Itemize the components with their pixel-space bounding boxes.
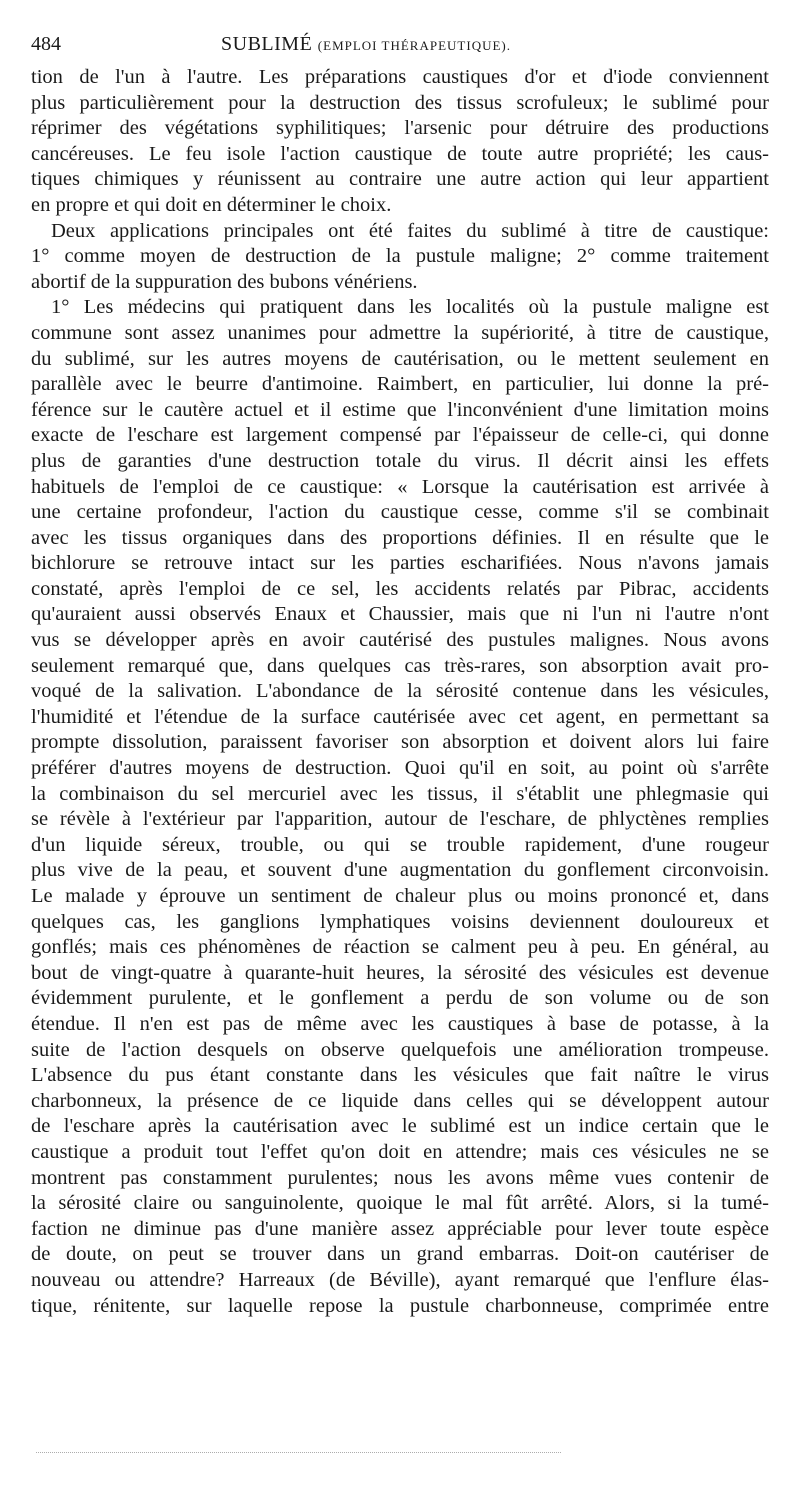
text-line: habituels de l'emploi de ce caustique: « Lorsque la cautérisation est arrivée à xyxy=(31,475,769,498)
page-number: 484 xyxy=(31,33,61,55)
text-line: une certaine profondeur, l'action du caustique cesse, comme s'il se combinait xyxy=(31,501,769,524)
text-line: réprimer des végétations syphilitiques; l'arsenic pour détruire des productions xyxy=(31,117,769,140)
text-line: voqué de la salivation. L'abondance de la sérosité contenue dans les vésicules, xyxy=(31,680,769,703)
text-line: préférer d'autres moyens de destruction. Quoi qu'il en soit, au point où s'arrête xyxy=(31,757,769,780)
text-line: plus particulièrement pour la destruction des tissus scrofuleux; le sublimé pour xyxy=(31,91,769,114)
text-line: seulement remarqué que, dans quelques cas très-rares, son absorption avait pro- xyxy=(31,654,769,677)
text-line: plus vive de la peau, et souvent d'une augmentation du gonflement circonvoisin. xyxy=(31,859,769,882)
text-line: la combinaison du sel mercuriel avec les tissus, il s'établit une phlegmasie qui xyxy=(31,782,769,805)
text-line: bout de vingt-quatre à quarante-huit heures, la sérosité des vésicules est devenue xyxy=(31,961,769,984)
text-line: tion de l'un à l'autre. Les préparations caustiques d'or et d'iode conviennent xyxy=(31,66,769,88)
footer-rule xyxy=(36,1452,561,1453)
text-line: 1° Les médecins qui pratiquent dans les localités où la pustule maligne est xyxy=(51,296,769,319)
running-title-sub: (EMPLOI THÉRAPEUTIQUE). xyxy=(317,38,511,53)
text-line: Le malade y éprouve un sentiment de chaleur plus ou moins prononcé et, dans xyxy=(31,885,769,907)
book-page xyxy=(31,30,769,1319)
text-line: du sublimé, sur les autres moyens de cautérisation, ou le mettent seulement en xyxy=(31,347,769,370)
text-line: férence sur le cautère actuel et il estime que l'inconvénient d'une limitation moins xyxy=(31,398,769,421)
text-line: l'humidité et l'étendue de la surface cautérisée avec cet agent, en permettant sa xyxy=(31,705,769,728)
text-line: L'absence du pus étant constante dans les vésicules que fait naître le virus xyxy=(31,1064,769,1087)
text-line: étendue. Il n'en est pas de même avec les caustiques à base de potasse, à la xyxy=(31,1012,769,1035)
text-line: abortif de la suppuration des bubons vénériens. xyxy=(31,270,418,293)
text-line: prompte dissolution, paraissent favoriser son absorption et doivent alors lui faire xyxy=(31,731,769,754)
text-line: avec les tissus organiques dans des proportions définies. Il en résulte que le xyxy=(31,526,769,549)
running-title xyxy=(221,30,511,60)
text-line: quelques cas, les ganglions lymphatiques voisins deviennent douloureux et xyxy=(31,910,769,933)
text-line: qu'auraient aussi observés Enaux et Chaussier, mais que ni l'un ni l'autre n'ont xyxy=(31,603,769,626)
page-header xyxy=(31,30,769,58)
page-body xyxy=(31,65,769,1319)
text-line: de doute, on peut se trouver dans un grand embarras. Doit-on cautériser de xyxy=(31,1243,769,1266)
text-line: évidemment purulente, et le gonflement a perdu de son volume ou de son xyxy=(31,987,769,1010)
text-line: la sérosité claire ou sanguinolente, quoique le mal fût arrêté. Alors, si la tumé- xyxy=(31,1192,769,1215)
text-line: exacte de l'eschare est largement compensé par l'épaisseur de celle-ci, qui donne xyxy=(31,424,769,447)
text-line: nouveau ou attendre? Harreaux (de Béville), ayant remarqué que l'enflure élas- xyxy=(31,1268,769,1291)
text-line: tiques chimiques y réunissent au contraire une autre action qui leur appartient xyxy=(31,168,769,191)
text-line: caustique a produit tout l'effet qu'on doit en attendre; mais ces vésicules ne se xyxy=(31,1140,769,1163)
text-line: d'un liquide séreux, trouble, ou qui se trouble rapidement, d'une rougeur xyxy=(31,833,769,856)
text-line: cancéreuses. Le feu isole l'action caustique de toute autre propriété; les caus- xyxy=(31,142,769,165)
text-line: montrent pas constamment purulentes; nous les avons même vues contenir de xyxy=(31,1166,769,1189)
running-title-main: SUBLIMÉ xyxy=(221,33,313,55)
text-line: parallèle avec le beurre d'antimoine. Raimbert, en particulier, lui donne la pré- xyxy=(31,373,769,396)
text-line: Deux applications principales ont été faites du sublimé à titre de caustique: xyxy=(51,219,769,242)
text-line: se révèle à l'extérieur par l'apparition, autour de l'eschare, de phlyctènes remplies xyxy=(31,808,769,831)
text-line: bichlorure se retrouve intact sur les parties escharifiées. Nous n'avons jamais xyxy=(31,552,769,575)
text-line: constaté, après l'emploi de ce sel, les accidents relatés par Pibrac, accidents xyxy=(31,577,769,600)
text-line: faction ne diminue pas d'une manière assez appréciable pour lever toute espèce xyxy=(31,1217,769,1240)
text-line: en propre et qui doit en déterminer le choix. xyxy=(31,193,392,216)
text-line: 1° comme moyen de destruction de la pustule maligne; 2° comme traitement xyxy=(31,245,769,268)
text-line: suite de l'action desquels on observe quelquefois une amélioration trompeuse. xyxy=(31,1038,769,1061)
text-line: vus se développer après en avoir cautérisé des pustules malignes. Nous avons xyxy=(31,629,769,652)
text-line: tique, rénitente, sur laquelle repose la pustule charbonneuse, comprimée entre xyxy=(31,1294,769,1317)
text-line: de l'eschare après la cautérisation avec le sublimé est un indice certain que le xyxy=(31,1115,769,1138)
text-line: plus de garanties d'une destruction totale du virus. Il décrit ainsi les effets xyxy=(31,449,769,472)
text-line: commune sont assez unanimes pour admettre la supériorité, à titre de caustique, xyxy=(31,321,769,344)
text-line: charbonneux, la présence de ce liquide dans celles qui se développent autour xyxy=(31,1089,769,1112)
text-line: gonflés; mais ces phénomènes de réaction se calment peu à peu. En général, au xyxy=(31,936,769,959)
